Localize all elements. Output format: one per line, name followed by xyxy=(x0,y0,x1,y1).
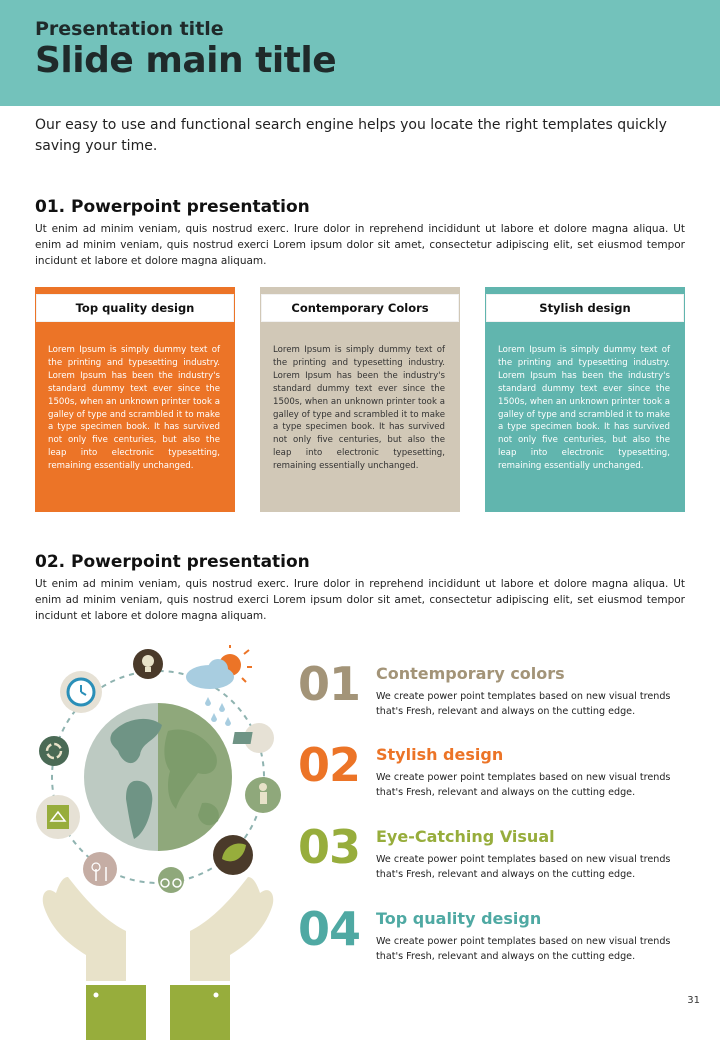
section1-body: Ut enim ad minim veniam, quis nostrud exerc. Irure dolor in reprehend incididunt ut labore et dolore magna aliqua. Ut enim ad minim veniam, quis nostrud exerci Lorem ipsum dolor sit amet, consectetur adipiscing elit, set eiusmod tempor incidunt et labore et dolore magna aliquam. xyxy=(35,223,685,267)
wind-turbine-icon xyxy=(83,852,117,886)
hands-icon xyxy=(43,877,274,981)
item-number: 04 xyxy=(298,902,361,956)
section2-body: Ut enim ad minim veniam, quis nostrud exerc. Irure dolor in reprehend incididunt ut labore et dolore magna aliqua. Ut enim ad minim veniam, quis nostrud exerci Lorem ipsum dolor sit amet, consectetur adipiscing elit, set eiusmod tempor incidunt et labore et dolore magna aliquam. xyxy=(35,578,685,622)
card-top-quality xyxy=(35,287,235,512)
item-title: Top quality design xyxy=(376,909,542,928)
presentation-title: Presentation title xyxy=(35,18,224,40)
item-text: We create power point templates based on new visual trends that's Fresh, relevant and always on the cutting edge. xyxy=(376,772,671,798)
slide-main-title: Slide main title xyxy=(35,40,337,81)
recycle-person-icon xyxy=(245,777,281,813)
recycle-bag-icon xyxy=(36,795,80,839)
globe-icon xyxy=(84,703,232,851)
item-text: We create power point templates based on new visual trends that's Fresh, relevant and always on the cutting edge. xyxy=(376,691,671,717)
section1-heading: 01. Powerpoint presentation xyxy=(35,197,310,217)
card-body: Lorem Ipsum is simply dummy text of the printing and typesetting industry. Lorem Ipsum has been the industry's standard dummy text ever since the 1500s, when an unknown printer took a galley of type and scrambled it to make a type specimen book. It has survived not only five centuries, but also the leap into electronic typesetting, remaining essentially unchanged. xyxy=(273,345,445,472)
clock-icon xyxy=(60,671,102,713)
card-title: Contemporary Colors xyxy=(261,294,459,322)
intro-text: Our easy to use and functional search engine helps you locate the right templates quickly saving your time. xyxy=(35,117,667,154)
bicycle-icon xyxy=(158,867,184,893)
right-sleeve xyxy=(170,985,230,1040)
card-contemporary-colors xyxy=(260,287,460,512)
leaf-icon xyxy=(213,835,253,875)
section2-heading: 02. Powerpoint presentation xyxy=(35,552,310,572)
item-number: 02 xyxy=(298,738,361,792)
item-title: Eye-Catching Visual xyxy=(376,827,555,846)
item-text: We create power point templates based on new visual trends that's Fresh, relevant and always on the cutting edge. xyxy=(376,854,671,880)
card-body: Lorem Ipsum is simply dummy text of the printing and typesetting industry. Lorem Ipsum has been the industry's standard dummy text ever since the 1500s, when an unknown printer took a galley of type and scrambled it to make a type specimen book. It has survived not only five centuries, but also the leap into electronic typesetting, remaining essentially unchanged. xyxy=(48,345,220,472)
card-title: Stylish design xyxy=(486,294,684,322)
header-banner xyxy=(0,0,720,106)
eco-globe-illustration xyxy=(30,645,290,1040)
item-number: 01 xyxy=(298,657,361,711)
item-title: Contemporary colors xyxy=(376,664,565,683)
card-stylish-design xyxy=(485,287,685,512)
recycle-icon xyxy=(39,736,69,766)
solar-panel-icon xyxy=(233,723,274,753)
card-title: Top quality design xyxy=(36,294,234,322)
card-body: Lorem Ipsum is simply dummy text of the printing and typesetting industry. Lorem Ipsum has been the industry's standard dummy text ever since the 1500s, when an unknown printer took a galley of type and scrambled it to make a type specimen book. It has survived not only five centuries, but also the leap into electronic typesetting, remaining essentially unchanged. xyxy=(498,345,670,472)
light-bulb-icon xyxy=(133,649,163,679)
item-text: We create power point templates based on new visual trends that's Fresh, relevant and always on the cutting edge. xyxy=(376,936,671,962)
page-number: 31 xyxy=(687,995,700,1006)
item-title: Stylish design xyxy=(376,745,504,764)
item-number: 03 xyxy=(298,820,361,874)
